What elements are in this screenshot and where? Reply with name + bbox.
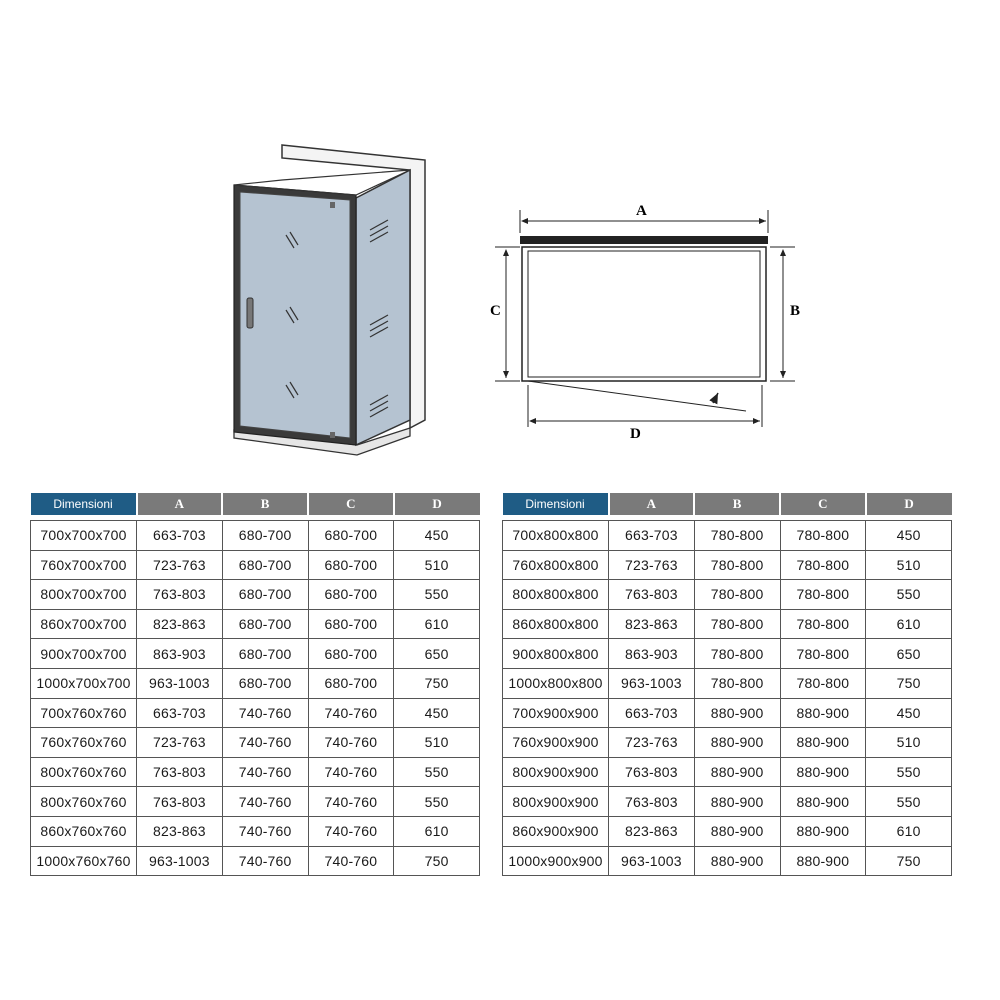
cell-b: 680-700 bbox=[222, 609, 308, 639]
cell-b: 680-700 bbox=[222, 668, 308, 698]
header-d: D bbox=[866, 493, 952, 515]
enclosure-outline bbox=[522, 247, 766, 381]
table-row bbox=[503, 816, 952, 846]
table-header-row bbox=[503, 493, 952, 515]
cell-a: 763-803 bbox=[137, 787, 223, 817]
cell-c: 880-900 bbox=[780, 757, 866, 787]
cell-c: 740-760 bbox=[308, 698, 394, 728]
cell-dimensioni: 860x700x700 bbox=[31, 609, 137, 639]
door-swing-line bbox=[528, 381, 746, 411]
cell-d: 610 bbox=[866, 816, 952, 846]
cell-dimensioni: 1000x900x900 bbox=[503, 846, 609, 876]
cell-c: 780-800 bbox=[780, 550, 866, 580]
cell-d: 550 bbox=[394, 787, 480, 817]
cell-d: 450 bbox=[866, 521, 952, 551]
cell-dimensioni: 860x900x900 bbox=[503, 816, 609, 846]
cell-a: 763-803 bbox=[609, 757, 695, 787]
door-swing-arrow bbox=[713, 393, 718, 403]
cell-b: 880-900 bbox=[694, 757, 780, 787]
cell-b: 680-700 bbox=[222, 639, 308, 669]
table-row bbox=[503, 787, 952, 817]
table-row bbox=[503, 639, 952, 669]
cell-d: 550 bbox=[866, 787, 952, 817]
cell-dimensioni: 900x700x700 bbox=[31, 639, 137, 669]
cell-c: 880-900 bbox=[780, 728, 866, 758]
bottom-hinge bbox=[330, 432, 335, 438]
cell-dimensioni: 800x700x700 bbox=[31, 580, 137, 610]
cell-a: 963-1003 bbox=[609, 668, 695, 698]
cell-a: 763-803 bbox=[137, 757, 223, 787]
cell-d: 610 bbox=[866, 609, 952, 639]
cell-c: 740-760 bbox=[308, 757, 394, 787]
cell-dimensioni: 760x800x800 bbox=[503, 550, 609, 580]
cell-a: 823-863 bbox=[609, 816, 695, 846]
table-body bbox=[31, 521, 480, 876]
header-dimensioni: Dimensioni bbox=[31, 493, 137, 515]
table-row bbox=[503, 580, 952, 610]
cell-c: 780-800 bbox=[780, 609, 866, 639]
cell-d: 650 bbox=[394, 639, 480, 669]
table-row bbox=[31, 668, 480, 698]
cell-c: 680-700 bbox=[308, 609, 394, 639]
cell-c: 740-760 bbox=[308, 816, 394, 846]
cell-a: 723-763 bbox=[137, 550, 223, 580]
table-row bbox=[31, 521, 480, 551]
header-c: C bbox=[308, 493, 394, 515]
cell-c: 880-900 bbox=[780, 846, 866, 876]
header-b: B bbox=[222, 493, 308, 515]
cell-a: 663-703 bbox=[137, 521, 223, 551]
cell-c: 880-900 bbox=[780, 816, 866, 846]
table-row bbox=[503, 668, 952, 698]
door-handle bbox=[247, 298, 253, 328]
cell-d: 610 bbox=[394, 816, 480, 846]
cell-b: 780-800 bbox=[694, 521, 780, 551]
table-row bbox=[503, 846, 952, 876]
cell-dimensioni: 700x800x800 bbox=[503, 521, 609, 551]
cell-a: 763-803 bbox=[609, 580, 695, 610]
cell-b: 680-700 bbox=[222, 550, 308, 580]
table-row bbox=[31, 580, 480, 610]
cell-a: 763-803 bbox=[137, 580, 223, 610]
header-a: A bbox=[609, 493, 695, 515]
cell-dimensioni: 860x800x800 bbox=[503, 609, 609, 639]
table-row bbox=[31, 550, 480, 580]
cell-c: 780-800 bbox=[780, 580, 866, 610]
cell-dimensioni: 700x900x900 bbox=[503, 698, 609, 728]
cell-b: 680-700 bbox=[222, 521, 308, 551]
cell-d: 510 bbox=[866, 550, 952, 580]
dimension-b-label: B bbox=[790, 303, 801, 319]
cell-a: 763-803 bbox=[609, 787, 695, 817]
cell-a: 823-863 bbox=[609, 609, 695, 639]
cell-b: 880-900 bbox=[694, 787, 780, 817]
cell-d: 450 bbox=[394, 521, 480, 551]
table-row bbox=[31, 787, 480, 817]
cell-b: 780-800 bbox=[694, 580, 780, 610]
cell-d: 750 bbox=[394, 668, 480, 698]
table-row bbox=[31, 728, 480, 758]
plan-view-diagram bbox=[480, 195, 820, 455]
cell-dimensioni: 900x800x800 bbox=[503, 639, 609, 669]
cell-dimensioni: 800x760x760 bbox=[31, 787, 137, 817]
cell-b: 780-800 bbox=[694, 550, 780, 580]
cell-c: 740-760 bbox=[308, 787, 394, 817]
cell-dimensioni: 860x760x760 bbox=[31, 816, 137, 846]
table-row bbox=[503, 521, 952, 551]
cell-b: 880-900 bbox=[694, 816, 780, 846]
cell-b: 880-900 bbox=[694, 698, 780, 728]
table-row bbox=[503, 757, 952, 787]
cell-a: 963-1003 bbox=[137, 668, 223, 698]
dimensions-table-right bbox=[502, 493, 952, 876]
plan-view-drawing bbox=[480, 195, 820, 455]
cell-a: 723-763 bbox=[137, 728, 223, 758]
cell-b: 740-760 bbox=[222, 787, 308, 817]
cell-dimensioni: 800x760x760 bbox=[31, 757, 137, 787]
cell-b: 740-760 bbox=[222, 728, 308, 758]
cell-d: 450 bbox=[866, 698, 952, 728]
cell-d: 510 bbox=[394, 550, 480, 580]
cell-d: 550 bbox=[394, 580, 480, 610]
table-header-row bbox=[31, 493, 480, 515]
cell-dimensioni: 760x900x900 bbox=[503, 728, 609, 758]
cell-dimensioni: 1000x760x760 bbox=[31, 846, 137, 876]
cell-c: 780-800 bbox=[780, 639, 866, 669]
cell-a: 663-703 bbox=[609, 521, 695, 551]
table-row bbox=[31, 816, 480, 846]
cell-b: 780-800 bbox=[694, 668, 780, 698]
cell-d: 510 bbox=[394, 728, 480, 758]
cell-dimensioni: 800x900x900 bbox=[503, 787, 609, 817]
cell-a: 863-903 bbox=[137, 639, 223, 669]
cell-c: 740-760 bbox=[308, 728, 394, 758]
header-d: D bbox=[394, 493, 480, 515]
cell-dimensioni: 800x800x800 bbox=[503, 580, 609, 610]
cell-a: 963-1003 bbox=[137, 846, 223, 876]
cell-d: 550 bbox=[866, 580, 952, 610]
table-row bbox=[31, 698, 480, 728]
dimension-a-label: A bbox=[636, 203, 647, 219]
cell-a: 823-863 bbox=[137, 609, 223, 639]
table-row bbox=[503, 609, 952, 639]
cell-dimensioni: 800x900x900 bbox=[503, 757, 609, 787]
cell-d: 750 bbox=[866, 668, 952, 698]
cell-d: 450 bbox=[394, 698, 480, 728]
cell-a: 863-903 bbox=[609, 639, 695, 669]
cell-c: 680-700 bbox=[308, 521, 394, 551]
cell-a: 723-763 bbox=[609, 550, 695, 580]
cell-c: 680-700 bbox=[308, 668, 394, 698]
cell-d: 750 bbox=[394, 846, 480, 876]
header-c: C bbox=[780, 493, 866, 515]
enclosure-inner-outline bbox=[528, 251, 760, 377]
cell-b: 740-760 bbox=[222, 698, 308, 728]
shower-enclosure-3d-illustration bbox=[220, 140, 440, 460]
cell-a: 723-763 bbox=[609, 728, 695, 758]
cell-b: 740-760 bbox=[222, 757, 308, 787]
cell-d: 610 bbox=[394, 609, 480, 639]
cell-c: 780-800 bbox=[780, 521, 866, 551]
table-row bbox=[503, 550, 952, 580]
cell-b: 880-900 bbox=[694, 728, 780, 758]
table-body bbox=[503, 521, 952, 876]
header-dimensioni: Dimensioni bbox=[503, 493, 609, 515]
top-hinge bbox=[330, 202, 335, 208]
dimension-c-label: C bbox=[490, 303, 501, 319]
cell-c: 680-700 bbox=[308, 580, 394, 610]
cell-b: 680-700 bbox=[222, 580, 308, 610]
cell-c: 880-900 bbox=[780, 787, 866, 817]
cell-d: 650 bbox=[866, 639, 952, 669]
cell-d: 750 bbox=[866, 846, 952, 876]
cell-b: 740-760 bbox=[222, 816, 308, 846]
table-row bbox=[503, 728, 952, 758]
cell-a: 963-1003 bbox=[609, 846, 695, 876]
cell-dimensioni: 700x700x700 bbox=[31, 521, 137, 551]
cell-dimensioni: 760x700x700 bbox=[31, 550, 137, 580]
cell-c: 740-760 bbox=[308, 846, 394, 876]
cell-b: 880-900 bbox=[694, 846, 780, 876]
table-row bbox=[503, 698, 952, 728]
cell-d: 550 bbox=[394, 757, 480, 787]
cell-b: 740-760 bbox=[222, 846, 308, 876]
table-row bbox=[31, 846, 480, 876]
wall-bar bbox=[520, 236, 768, 244]
cell-c: 680-700 bbox=[308, 550, 394, 580]
cell-c: 680-700 bbox=[308, 639, 394, 669]
header-b: B bbox=[694, 493, 780, 515]
cell-a: 663-703 bbox=[609, 698, 695, 728]
cell-dimensioni: 700x760x760 bbox=[31, 698, 137, 728]
header-a: A bbox=[137, 493, 223, 515]
cell-b: 780-800 bbox=[694, 639, 780, 669]
table-row bbox=[31, 757, 480, 787]
table-row bbox=[31, 639, 480, 669]
cell-c: 880-900 bbox=[780, 698, 866, 728]
table-row bbox=[31, 609, 480, 639]
dimension-d-label: D bbox=[630, 426, 641, 442]
dimensions-table-left bbox=[30, 493, 480, 876]
cell-dimensioni: 1000x700x700 bbox=[31, 668, 137, 698]
cell-c: 780-800 bbox=[780, 668, 866, 698]
cell-d: 550 bbox=[866, 757, 952, 787]
cell-d: 510 bbox=[866, 728, 952, 758]
cell-b: 780-800 bbox=[694, 609, 780, 639]
cell-a: 823-863 bbox=[137, 816, 223, 846]
cell-a: 663-703 bbox=[137, 698, 223, 728]
shower-enclosure-drawing bbox=[220, 140, 440, 460]
cell-dimensioni: 1000x800x800 bbox=[503, 668, 609, 698]
cell-dimensioni: 760x760x760 bbox=[31, 728, 137, 758]
